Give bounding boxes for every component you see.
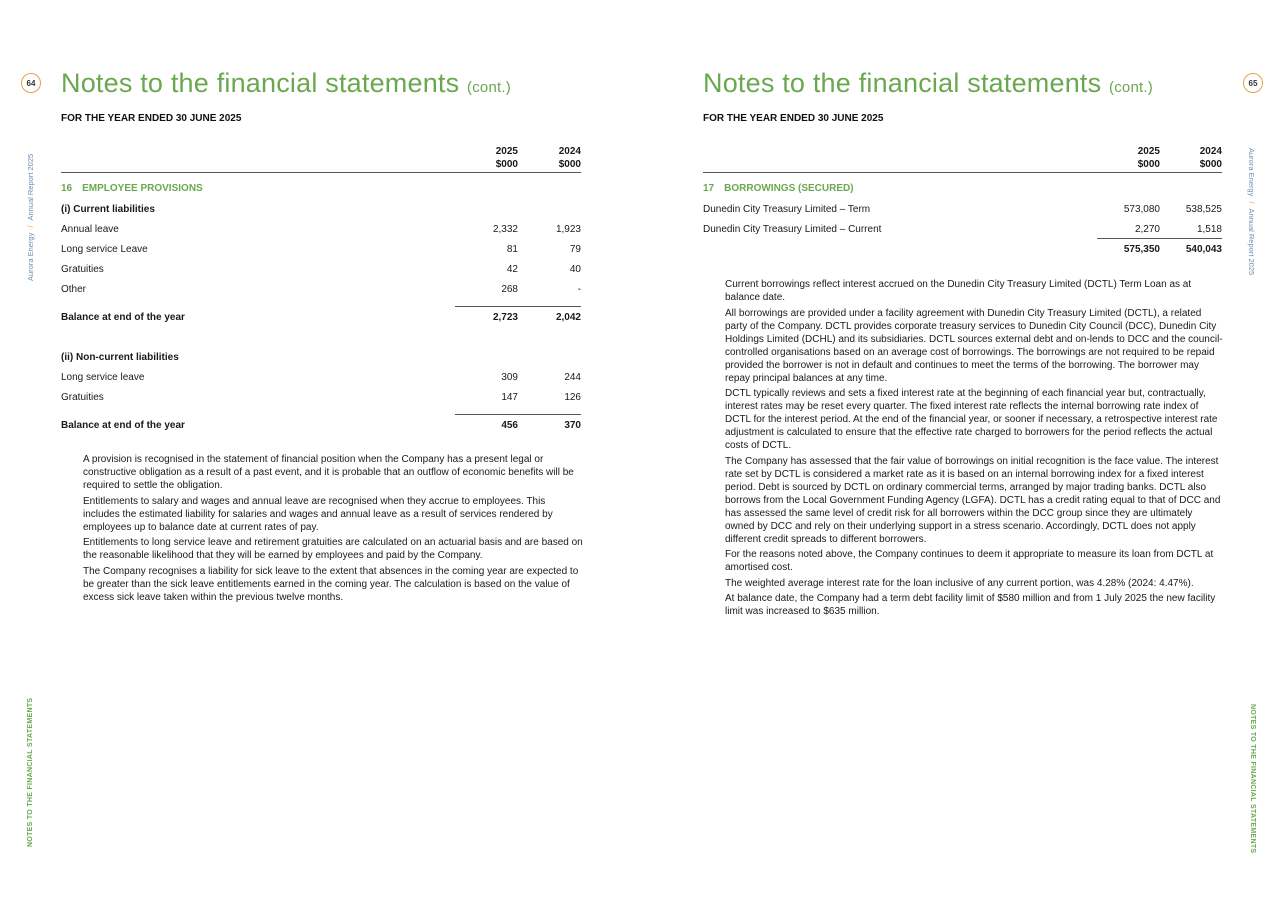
note-heading [703, 183, 854, 194]
row-label: Balance at end of the year [61, 312, 185, 323]
page-number: 64 [21, 73, 41, 93]
paragraph: A provision is recognised in the statement of financial position when the Company has a present legal or constructive obligation as a result of a past event, and it is probable that an outflow of economic benefits will be required to settle the obligation. [83, 454, 574, 491]
subtotal-rule [1097, 238, 1222, 239]
row-value-2024: 126 [564, 392, 581, 403]
report-name: Annual Report 2025 [26, 153, 35, 221]
row-value-2025: 573,080 [1123, 204, 1160, 215]
side-report-label [1247, 148, 1256, 275]
row-label: Other [61, 284, 87, 295]
row-value-2025: 2,332 [492, 224, 518, 235]
row-label: Dunedin City Treasury Limited – Term [703, 204, 871, 215]
col-year: 2025 [1137, 146, 1160, 157]
report-name: Annual Report 2025 [1247, 208, 1256, 276]
row-value-2024: - [577, 284, 581, 295]
side-section-label: NOTES TO THE FINANCIAL STATEMENTS [1249, 704, 1256, 854]
row-value-2024: 370 [564, 420, 581, 431]
page-title [61, 68, 511, 99]
paragraph: The Company has assessed that the fair value of borrowings on initial recognition is the face value. The interest rate set by DCTL is considered a market rate as it is based on an internal borrowing index for a fixed interest period. Debt is sourced by DCTL on ordinary commercial terms, arranged by major trading banks. DCTL also borrows from the Local Government Funding Agency (LGFA). DCTL has a credit rating equal to that of DCC and has assessed the same level of credit risk for all borrowers within the DCC group since they are ultimately owned by DCC and rely on their underlying support in a stress scenario. Accordingly, DCTL does not apply different credit spreads to different borrowers. [725, 455, 1221, 545]
separator: / [26, 225, 35, 228]
page-subtitle: FOR THE YEAR ENDED 30 JUNE 2025 [61, 113, 242, 124]
subsection-heading: (i) Current liabilities [61, 204, 155, 215]
row-value-2025: 456 [501, 420, 518, 431]
row-value-2025: 81 [506, 244, 518, 255]
row-label: Long service Leave [61, 244, 148, 255]
row-value-2024: 79 [569, 244, 581, 255]
col-unit: $000 [558, 159, 581, 170]
col-header-2024 [511, 145, 581, 171]
paragraph: At balance date, the Company had a term debt facility limit of $580 million and from 1 July 2025 the new facility limit was increased to $635 million. [725, 593, 1216, 617]
row-value-2025: 2,270 [1134, 224, 1160, 235]
row-value-2025: 147 [501, 392, 518, 403]
org-name: Aurora Energy [1247, 148, 1256, 197]
page-number: 65 [1243, 73, 1263, 93]
row-value-2025: 268 [501, 284, 518, 295]
title-cont: (cont.) [467, 79, 511, 96]
page-subtitle: FOR THE YEAR ENDED 30 JUNE 2025 [703, 113, 884, 124]
col-unit: $000 [1137, 159, 1160, 170]
col-year: 2024 [558, 146, 581, 157]
separator: / [1247, 201, 1256, 204]
row-value-2025: 2,723 [492, 312, 518, 323]
col-year: 2024 [1199, 146, 1222, 157]
row-label: Long service leave [61, 372, 145, 383]
paragraph: The Company recognises a liability for sick leave to the extent that absences in the coming year are expected to be greater than the sick leave entitlements earned in the coming year. The calculation is based on the value of excess sick leave taken within the previous twelve months. [83, 565, 579, 603]
row-label: Gratuities [61, 264, 104, 275]
note-title: EMPLOYEE PROVISIONS [82, 183, 203, 194]
title-text: Notes to the financial statements [703, 68, 1102, 98]
row-label: Annual leave [61, 224, 119, 235]
row-value-2024: 540,043 [1185, 244, 1222, 255]
row-value-2024: 2,042 [555, 312, 581, 323]
subsection-heading: (ii) Non-current liabilities [61, 352, 179, 363]
note-title: BORROWINGS (SECURED) [724, 183, 854, 194]
row-value-2025: 42 [506, 264, 518, 275]
row-value-2025: 575,350 [1123, 244, 1160, 255]
side-section-label: NOTES TO THE FINANCIAL STATEMENTS [27, 697, 34, 847]
notes-text [725, 278, 1223, 621]
title-text: Notes to the financial statements [61, 68, 460, 98]
title-cont: (cont.) [1109, 79, 1153, 96]
row-label: Dunedin City Treasury Limited – Current [703, 224, 882, 235]
subtotal-rule [455, 414, 581, 415]
col-unit: $000 [1199, 159, 1222, 170]
note-number: 17 [703, 183, 715, 194]
col-header-2025 [1090, 145, 1160, 171]
subtotal-rule [455, 306, 581, 307]
row-value-2024: 1,923 [555, 224, 581, 235]
note-heading [61, 183, 203, 194]
header-rule [61, 172, 581, 173]
col-unit: $000 [495, 159, 518, 170]
paragraph: DCTL typically reviews and sets a fixed interest rate at the beginning of each financial year but, contractually, interest rates may be reset every quarter. The fixed interest rate reflects the internal borrowing rate index of DCTL for the interest period. At the end of the financial year, or sooner if necessary, a retrospective interest rate adjustment is calculated to ensure that the effective rate charged to borrowers for the period reflects the actual costs of DCTL. [725, 388, 1218, 451]
notes-text [83, 453, 583, 606]
row-value-2024: 244 [564, 372, 581, 383]
paragraph: The weighted average interest rate for the loan inclusive of any current portion, was 4.28% (2024: 4.47%). [725, 577, 1194, 589]
row-value-2024: 1,518 [1196, 224, 1222, 235]
side-report-label [26, 154, 35, 281]
org-name: Aurora Energy [26, 232, 35, 281]
row-value-2025: 309 [501, 372, 518, 383]
header-rule [703, 172, 1222, 173]
row-label: Gratuities [61, 392, 104, 403]
paragraph: Entitlements to long service leave and retirement gratuities are calculated on an actuarial basis and are based on the reasonable likelihood that they will be earned by employees and paid by the Company. [83, 537, 583, 561]
col-header-2025 [448, 145, 518, 171]
note-number: 16 [61, 183, 73, 194]
col-year: 2025 [495, 146, 518, 157]
col-header-2024 [1152, 145, 1222, 171]
paragraph: All borrowings are provided under a facility agreement with Dunedin City Treasury Limited (DCTL), a related party of the Company. DCTL provides corporate treasury services to Dunedin City Council (DCC), Dunedin City Holdings Limited (DCHL) and its subsidiaries. DCTL sources external debt and on-lends to DCC and the council-controlled organisations based on an average cost of borrowings. The borrowings are not required to be repaid provided the borrower is not in default and continues to meet the terms of the borrowing. The borrower may repay principal balances at any time. [725, 307, 1223, 384]
row-value-2024: 538,525 [1185, 204, 1222, 215]
row-label: Balance at end of the year [61, 420, 185, 431]
row-value-2024: 40 [569, 264, 581, 275]
page-title [703, 68, 1153, 99]
paragraph: Entitlements to salary and wages and annual leave are recognised when they accrue to employees. This includes the estimated liability for salaries and wages and annual leave as a result of services rendered by employees up to balance date at current rates of pay. [83, 495, 553, 533]
paragraph: Current borrowings reflect interest accrued on the Dunedin City Treasury Limited (DCTL) Term Loan as at balance date. [725, 279, 1192, 303]
paragraph: For the reasons noted above, the Company continues to deem it appropriate to measure its loan from DCTL at amortised cost. [725, 549, 1214, 573]
